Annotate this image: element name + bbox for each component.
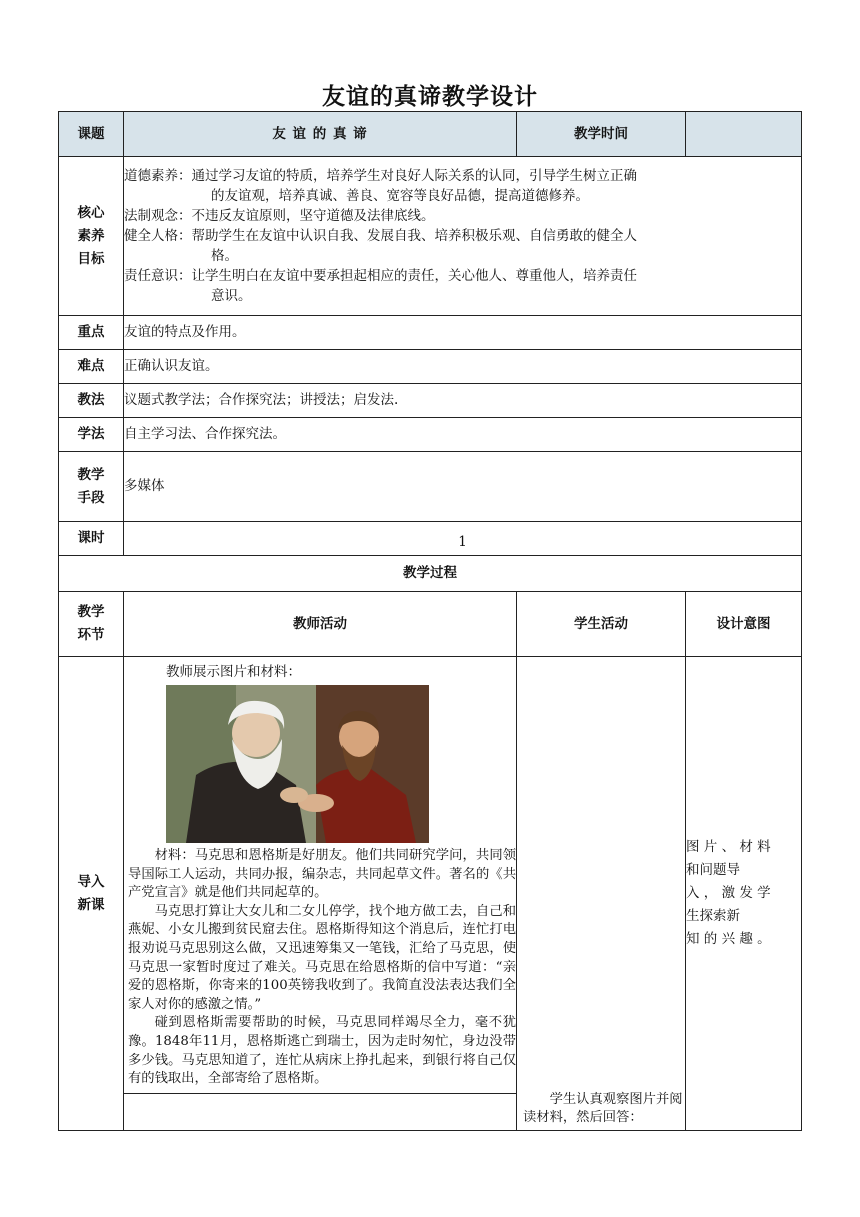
hours-row [59, 522, 802, 556]
means-row [59, 452, 802, 522]
teaching-method-label: 教法 [59, 384, 124, 418]
topic-row [59, 112, 802, 157]
intent-line: 图 片 、 材 料 [686, 839, 771, 855]
process-section-title: 教学过程 [59, 556, 802, 592]
stage-header-line: 环节 [77, 627, 105, 643]
design-intent-cell [686, 657, 802, 1131]
goal-moral-line2: 的友谊观，培养真诚、善良、宽容等良好品德，提高道德修养。 [211, 188, 589, 204]
key-point-value: 友谊的特点及作用。 [124, 316, 802, 350]
intro-stage-row [59, 657, 802, 1131]
marx-engels-painting-image [166, 685, 429, 843]
hours-label: 课时 [59, 522, 124, 556]
means-label-line: 手段 [77, 489, 105, 506]
goals-label [59, 157, 124, 316]
topic-value: 友 谊 的 真 谛 [124, 112, 517, 157]
teaching-method-value: 议题式教学法；合作探究法；讲授法；启发法. [124, 384, 802, 418]
means-label-line: 教学 [77, 466, 105, 483]
goal-law-line1: 法制观念：不违反友谊原则，坚守道德及法律底线。 [124, 208, 435, 224]
painting-illustration [166, 685, 429, 843]
process-title-row [59, 556, 802, 592]
difficulty-value: 正确认识友谊。 [124, 350, 802, 384]
goal-responsibility-line1: 责任意识：让学生明白在友谊中要承担起相应的责任，关心他人、尊重他人，培养责任 [124, 268, 637, 284]
inner-divider [124, 1093, 516, 1110]
teaching-method-row [59, 384, 802, 418]
key-point-row [59, 316, 802, 350]
intent-line: 知 的 兴 趣 。 [686, 931, 771, 947]
teacher-activity-header: 教师活动 [124, 592, 517, 657]
design-intent-header: 设计意图 [686, 592, 802, 657]
learning-method-label: 学法 [59, 418, 124, 452]
intro-stage-label [59, 657, 124, 1131]
process-header-row [59, 592, 802, 657]
intent-line: 和问题导 [686, 862, 740, 878]
student-activity-cell [517, 657, 686, 1131]
means-value: 多媒体 [124, 452, 802, 522]
goals-label-line: 目标 [77, 250, 105, 267]
learning-method-row [59, 418, 802, 452]
difficulty-row [59, 350, 802, 384]
intro-stage-line: 新课 [77, 896, 105, 913]
teacher-lead-text: 教师展示图片和材料： [166, 664, 301, 680]
student-activity-header: 学生活动 [517, 592, 686, 657]
stage-column-header [59, 592, 124, 657]
learning-method-value: 自主学习法、合作探究法。 [124, 418, 802, 452]
hours-value: 1 [124, 522, 802, 556]
key-point-label: 重点 [59, 316, 124, 350]
goal-personality-line1: 健全人格：帮助学生在友谊中认识自我、发展自我、培养积极乐观、自信勇敢的健全人 [124, 228, 637, 244]
lesson-plan-table [58, 111, 802, 1131]
material-text [124, 843, 516, 1089]
material-paragraph: 碰到恩格斯需要帮助的时候，马克思同样竭尽全力，毫不犹豫。1848年11月，恩格斯逃亡到瑞士，因为走时匆忙，身边没带多少钱。马克思知道了，连忙从病床上挣扎起来，到银行将自己仅有的钱取出，全部寄给了恩格斯。 [128, 1015, 516, 1087]
teacher-activity-cell [124, 657, 517, 1131]
goals-content [124, 157, 802, 316]
stage-header-line: 教学 [77, 604, 105, 620]
topic-label: 课题 [59, 112, 124, 157]
goals-row [59, 157, 802, 316]
document-title: 友谊的真谛教学设计 [322, 84, 538, 110]
intro-stage-line: 导入 [77, 873, 105, 890]
goal-personality-line2: 格。 [211, 248, 238, 264]
student-activity-text: 学生认真观察图片并阅读材料，然后回答： [523, 1091, 683, 1126]
goal-responsibility-line2: 意识。 [211, 288, 252, 304]
teaching-time-label: 教学时间 [517, 112, 686, 157]
material-paragraph: 马克思打算让大女儿和二女儿停学，找个地方做工去，自己和燕妮、小女儿搬到贫民窟去住。恩格斯得知这个消息后，连忙打电报劝说马克思别这么做，又迅速筹集又一笔钱，汇给了马克思，使马克思一家暂时度过了难关。马克思在给恩格斯的信中写道：“亲爱的恩格斯，你寄来的100英镑我收到了。我简直没法表达我们全家人对你的感激之情。” [128, 903, 516, 1012]
goals-label-line: 素养 [77, 227, 105, 244]
intent-line: 生探索新 [686, 908, 740, 924]
intent-line: 入 ， 激 发 学 [686, 885, 771, 901]
difficulty-label: 难点 [59, 350, 124, 384]
goals-label-line: 核心 [77, 204, 105, 221]
goal-moral-line1: 道德素养：通过学习友谊的特质，培养学生对良好人际关系的认同，引导学生树立正确 [124, 168, 637, 184]
teaching-time-value [686, 112, 802, 157]
means-label [59, 452, 124, 522]
material-paragraph: 材料：马克思和恩格斯是好朋友。他们共同研究学问，共同领导国际工人运动，共同办报，编杂志，共同起草文件。著名的《共产党宣言》就是他们共同起草的。 [128, 848, 516, 901]
